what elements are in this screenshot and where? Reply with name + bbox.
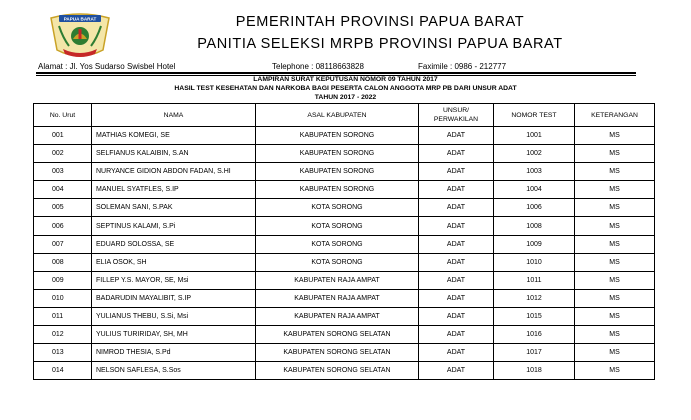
cell-nama: YULIUS TURIRIDAY, SH, MH (92, 326, 256, 344)
table-row (34, 181, 655, 199)
cell-keterangan: MS (575, 289, 655, 307)
papua-barat-emblem-icon (45, 12, 115, 60)
cell-no-urut: 003 (34, 163, 92, 181)
cell-asal-kabupaten: KABUPATEN SORONG (256, 181, 419, 199)
header-divider (36, 72, 636, 74)
faximile-text: Faximile : 0986 - 212777 (418, 62, 507, 71)
telephone-text: Telephone : 08118663828 (272, 62, 364, 71)
cell-asal-kabupaten: KABUPATEN RAJA AMPAT (256, 271, 419, 289)
cell-nomor-test: 1018 (494, 362, 575, 380)
cell-no-urut: 013 (34, 344, 92, 362)
cell-nomor-test: 1015 (494, 307, 575, 325)
cell-no-urut: 009 (34, 271, 92, 289)
cell-nama: SOLEMAN SANI, S.PAK (92, 199, 256, 217)
cell-no-urut: 002 (34, 145, 92, 163)
cell-no-urut: 012 (34, 326, 92, 344)
col-header-nomor-test: NOMOR TEST (494, 104, 575, 127)
cell-keterangan: MS (575, 253, 655, 271)
cell-unsur: ADAT (419, 344, 494, 362)
table-row (34, 217, 655, 235)
cell-nomor-test: 1004 (494, 181, 575, 199)
cell-no-urut: 008 (34, 253, 92, 271)
cell-no-urut: 014 (34, 362, 92, 380)
table-row (34, 362, 655, 380)
cell-keterangan: MS (575, 326, 655, 344)
col-header-no: No. Urut (34, 104, 92, 127)
col-header-keterangan: KETERANGAN (575, 104, 655, 127)
cell-nama: SEPTINUS KALAMI, S.Pi (92, 217, 256, 235)
cell-nama: NURYANCE GIDION ABDON FADAN, S.HI (92, 163, 256, 181)
cell-asal-kabupaten: KABUPATEN RAJA AMPAT (256, 307, 419, 325)
cell-unsur: ADAT (419, 235, 494, 253)
cell-no-urut: 010 (34, 289, 92, 307)
cell-unsur: ADAT (419, 145, 494, 163)
cell-keterangan: MS (575, 181, 655, 199)
subtitle-line-1: LAMPIRAN SURAT KEPUTUSAN NOMOR 09 TAHUN 2017 (253, 76, 438, 83)
cell-no-urut: 007 (34, 235, 92, 253)
cell-unsur: ADAT (419, 181, 494, 199)
table-row (34, 307, 655, 325)
cell-asal-kabupaten: KABUPATEN SORONG SELATAN (256, 362, 419, 380)
cell-nama: ELIA OSOK, SH (92, 253, 256, 271)
cell-nomor-test: 1017 (494, 344, 575, 362)
cell-asal-kabupaten: KABUPATEN SORONG (256, 127, 419, 145)
table-row (34, 326, 655, 344)
cell-asal-kabupaten: KABUPATEN SORONG (256, 163, 419, 181)
cell-nama: NIMROD THESIA, S.Pd (92, 344, 256, 362)
cell-keterangan: MS (575, 127, 655, 145)
table-row (34, 271, 655, 289)
cell-nomor-test: 1001 (494, 127, 575, 145)
col-header-nama: NAMA (92, 104, 256, 127)
cell-keterangan: MS (575, 199, 655, 217)
cell-asal-kabupaten: KOTA SORONG (256, 253, 419, 271)
cell-unsur: ADAT (419, 217, 494, 235)
cell-nama: FILLEP Y.S. MAYOR, SE, Msi (92, 271, 256, 289)
cell-nomor-test: 1006 (494, 199, 575, 217)
cell-keterangan: MS (575, 145, 655, 163)
cell-asal-kabupaten: KABUPATEN RAJA AMPAT (256, 289, 419, 307)
table-row (34, 199, 655, 217)
table-row (34, 235, 655, 253)
cell-nama: EDUARD SOLOSSA, SE (92, 235, 256, 253)
cell-unsur: ADAT (419, 326, 494, 344)
address-text: Alamat : Jl. Yos Sudarso Swisbel Hotel (38, 62, 176, 71)
table-row (34, 163, 655, 181)
cell-nama: MATHIAS KOMEGI, SE (92, 127, 256, 145)
cell-unsur: ADAT (419, 199, 494, 217)
cell-no-urut: 006 (34, 217, 92, 235)
table-row (34, 145, 655, 163)
cell-asal-kabupaten: KABUPATEN SORONG SELATAN (256, 344, 419, 362)
cell-unsur: ADAT (419, 362, 494, 380)
cell-unsur: ADAT (419, 253, 494, 271)
cell-asal-kabupaten: KOTA SORONG (256, 217, 419, 235)
cell-asal-kabupaten: KOTA SORONG (256, 199, 419, 217)
cell-nama: SELFIANUS KALAIBIN, S.AN (92, 145, 256, 163)
cell-nomor-test: 1002 (494, 145, 575, 163)
logo-label: PAPUA BARAT (63, 16, 97, 22)
header-line-1: PEMERINTAH PROVINSI PAPUA BARAT (235, 14, 525, 30)
table-row (34, 344, 655, 362)
cell-nomor-test: 1008 (494, 217, 575, 235)
table-row (34, 253, 655, 271)
cell-unsur: ADAT (419, 127, 494, 145)
cell-asal-kabupaten: KOTA SORONG (256, 235, 419, 253)
table-row (34, 289, 655, 307)
cell-unsur: ADAT (419, 271, 494, 289)
cell-keterangan: MS (575, 362, 655, 380)
cell-nama: YULIANUS THEBU, S.Si, Msi (92, 307, 256, 325)
header-line-2: PANITIA SELEKSI MRPB PROVINSI PAPUA BARAT (197, 36, 563, 52)
subtitle-line-3: TAHUN 2017 - 2022 (314, 94, 377, 101)
cell-no-urut: 005 (34, 199, 92, 217)
subtitle-line-2: HASIL TEST KESEHATAN DAN NARKOBA BAGI PESERTA CALON ANGGOTA MRP PB DARI UNSUR ADAT (174, 85, 517, 92)
col-header-unsur: UNSUR/ PERWAKILAN (419, 104, 494, 127)
cell-no-urut: 011 (34, 307, 92, 325)
cell-nomor-test: 1012 (494, 289, 575, 307)
cell-keterangan: MS (575, 344, 655, 362)
cell-keterangan: MS (575, 163, 655, 181)
cell-nomor-test: 1016 (494, 326, 575, 344)
cell-asal-kabupaten: KABUPATEN SORONG SELATAN (256, 326, 419, 344)
cell-nomor-test: 1010 (494, 253, 575, 271)
cell-nama: NELSON SAFLESA, S.Sos (92, 362, 256, 380)
cell-nomor-test: 1011 (494, 271, 575, 289)
cell-nama: MANUEL SYATFLES, S.IP (92, 181, 256, 199)
cell-nomor-test: 1009 (494, 235, 575, 253)
cell-keterangan: MS (575, 235, 655, 253)
cell-keterangan: MS (575, 217, 655, 235)
table-header-row (34, 104, 655, 127)
cell-nomor-test: 1003 (494, 163, 575, 181)
cell-no-urut: 001 (34, 127, 92, 145)
col-header-asal: ASAL KABUPATEN (256, 104, 419, 127)
cell-unsur: ADAT (419, 289, 494, 307)
cell-keterangan: MS (575, 271, 655, 289)
cell-no-urut: 004 (34, 181, 92, 199)
results-table (33, 103, 655, 380)
cell-unsur: ADAT (419, 163, 494, 181)
cell-unsur: ADAT (419, 307, 494, 325)
cell-nama: BADARUDIN MAYALIBIT, S.IP (92, 289, 256, 307)
table-row (34, 127, 655, 145)
cell-asal-kabupaten: KABUPATEN SORONG (256, 145, 419, 163)
cell-keterangan: MS (575, 307, 655, 325)
